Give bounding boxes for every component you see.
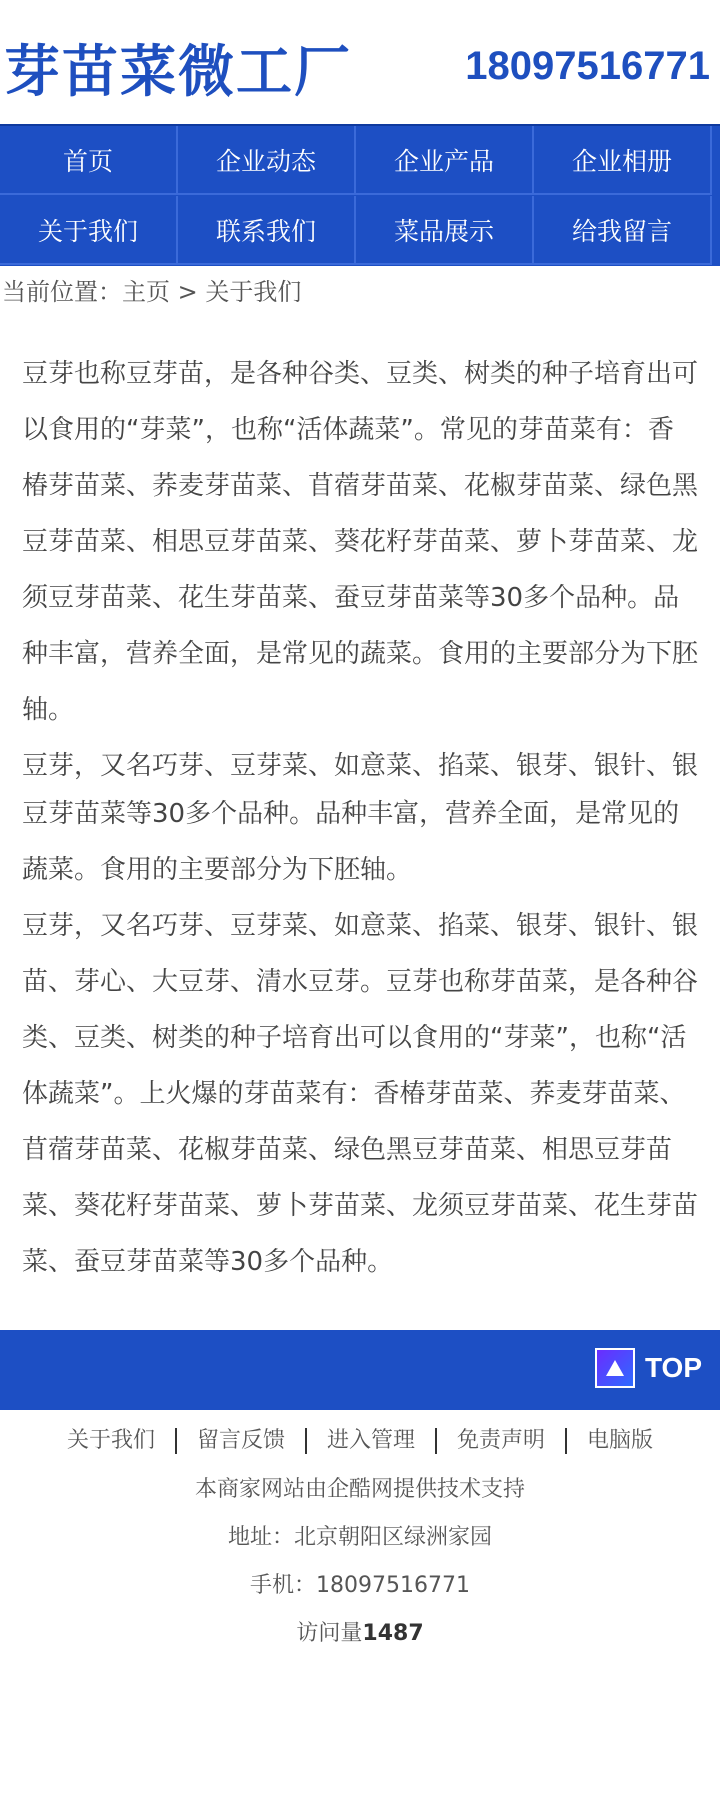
footer-links [0,1416,720,1466]
nav-item-about[interactable]: 关于我们 [0,196,178,265]
mobile-text: 手机：18097516771 [250,1573,470,1598]
nav-item-products[interactable]: 企业产品 [356,126,534,195]
tech-support-text: 本商家网站由企酷网提供技术支持 [194,1477,525,1502]
paragraph: 豆芽苗菜等30多个品种。品种丰富，营养全面，是常见的蔬菜。食用的主要部分为下胚轴。 [22,799,680,885]
address-text: 地址：北京朝阳区绿洲家园 [227,1525,492,1550]
nav-item-dishes[interactable]: 菜品展示 [356,196,534,265]
back-to-top-button[interactable] [595,1348,702,1388]
divider [565,1428,567,1454]
footer-link-about[interactable]: 关于我们 [66,1428,155,1453]
nav-item-message[interactable]: 给我留言 [534,196,712,265]
nav-item-contact[interactable]: 联系我们 [178,196,356,265]
footer-link-admin[interactable]: 进入管理 [326,1428,415,1453]
footer-link-disclaimer[interactable]: 免责声明 [457,1428,546,1453]
nav-item-album[interactable]: 企业相册 [534,126,712,195]
divider [305,1428,307,1454]
visits-count: 1487 [362,1621,424,1646]
divider [435,1428,437,1454]
site-header [0,0,720,124]
breadcrumb: 当前位置：主页 > 关于我们 [2,278,302,306]
nav-item-news[interactable]: 企业动态 [178,126,356,195]
footer-link-desktop[interactable]: 电脑版 [587,1428,654,1453]
paragraph-cut: 豆芽，又名巧芽、豆芽菜、如意菜、掐菜、银芽、银针、银 [22,751,698,781]
header-phone[interactable]: 18097516771 [465,44,710,88]
site-logo[interactable]: 芽苗菜微工厂 [4,40,352,105]
footer-link-feedback[interactable]: 留言反馈 [196,1428,285,1453]
footer-bar [0,1330,720,1410]
top-label: TOP [644,1352,702,1383]
visit-counter [0,1610,720,1658]
nav-item-home[interactable]: 首页 [0,126,178,195]
visits-label: 访问量 [296,1621,363,1646]
article-content [0,318,720,1290]
triangle-up-icon [595,1348,635,1388]
paragraph: 豆芽，又名巧芽、豆芽菜、如意菜、掐菜、银芽、银针、银苗、芽心、大豆芽、清水豆芽。豆芽也称芽苗菜，是各种谷类、豆类、树类的种子培育出可以食用的“芽菜”，也称“活体蔬菜”。上火爆的芽苗菜有：香椿芽苗菜、荞麦芽苗菜、苜蓿芽苗菜、花椒芽苗菜、绿色黑豆芽苗菜、相思豆芽苗菜、葵花籽芽苗菜、萝卜芽苗菜、龙须豆芽苗菜、花生芽苗菜、蚕豆芽苗菜等30多个品种。 [22,911,699,1277]
paragraph: 豆芽也称豆芽苗，是各种谷类、豆类、树类的种子培育出可以食用的“芽菜”，也称“活体蔬菜”。常见的芽苗菜有：香椿芽苗菜、荞麦芽苗菜、苜蓿芽苗菜、花椒芽苗菜、绿色黑豆芽苗菜、相思豆芽苗菜、葵花籽芽苗菜、萝卜芽苗菜、龙须豆芽苗菜、花生芽苗菜、蚕豆芽苗菜等30多个品种。品种丰富，营养全面，是常见的蔬菜。食用的主要部分为下胚轴。 [22,359,699,725]
divider [175,1428,177,1454]
main-nav [0,124,720,266]
